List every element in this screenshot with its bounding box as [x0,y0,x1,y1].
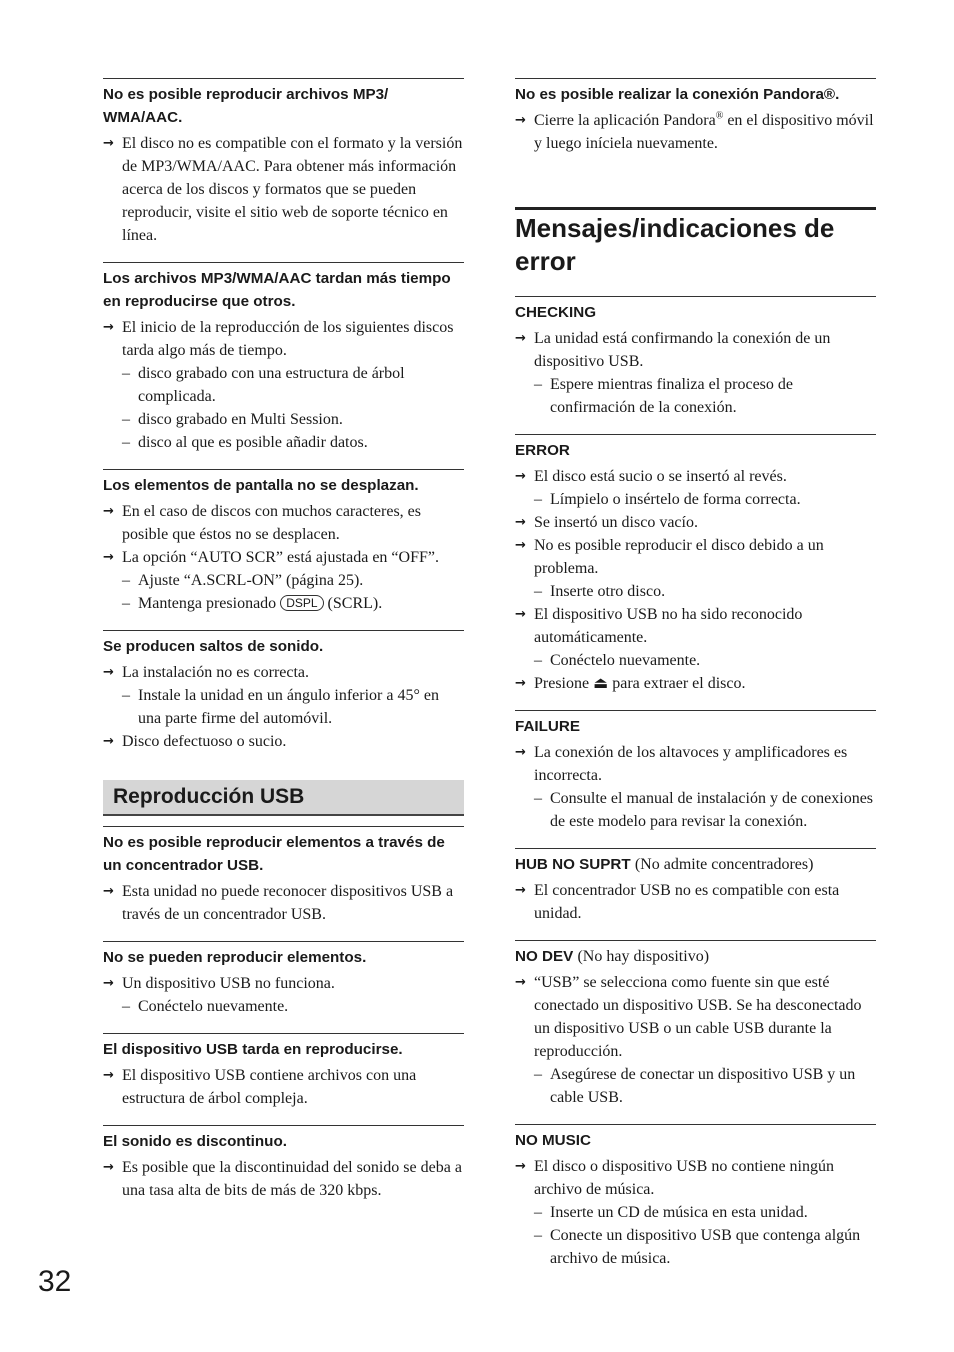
entry-title-text: El sonido es discontinuo. [103,1133,287,1150]
entry-title [515,715,876,738]
bullet-item [103,500,464,546]
sub-text: Conéctelo nuevamente. [138,998,289,1015]
bullet-text: Es posible que la discontinuidad del sonido se deba a una tasa alta de bits de más de 320 kbps. [122,1159,462,1199]
arrow-icon: → [103,1160,114,1175]
sub-text: disco grabado con una estructura de árbol complicada. [138,365,405,405]
dash-marker: – [534,376,542,393]
sub-text: Inserte un CD de música en esta unidad. [550,1204,808,1221]
bullet-text: Esta unidad no puede reconocer dispositivos USB a través de un concentrador USB. [122,883,454,923]
sub-item [103,408,464,431]
sub-text: Límpielo o insértelo de forma correcta. [550,491,801,508]
arrow-icon: → [515,113,526,128]
troubleshooting-entry [103,1125,464,1202]
dash-marker: – [122,687,130,704]
entry-title-text: No es posible reproducir archivos MP3/ WMA/AAC. [103,86,389,126]
entry-title-text: Se producen saltos de sonido. [103,638,324,655]
arrow-icon: → [515,975,526,990]
dash-marker: – [534,1227,542,1244]
bullet-item [103,132,464,247]
bullet-text: El concentrador USB no es compatible con esta unidad. [534,882,840,922]
entry-title-text: NO DEV [515,948,574,965]
bullet-item [515,327,876,373]
bullet-item [515,603,876,649]
entry-title [515,945,876,968]
left-entries-bottom [103,826,464,1202]
bullet-text: El disco no es compatible con el formato y la versión de MP3/WMA/AAC. Para obtener más información acerca de los discos y formatos que se pueden reproducir, visite el sitio web de soporte técnico en línea. [122,135,463,244]
entry-title-text: FAILURE [515,718,580,735]
arrow-icon: → [103,136,114,151]
bullet-item [103,661,464,684]
troubleshooting-entry [515,434,876,695]
troubleshooting-entry [515,710,876,833]
sub-text: Mantenga presionado [138,595,277,612]
entry-title [103,946,464,969]
bullet-item [103,1156,464,1202]
troubleshooting-entry [103,469,464,615]
entry-title-text: Los elementos de pantalla no se desplazan. [103,477,419,494]
arrow-icon: → [103,884,114,899]
arrow-icon: → [515,538,526,553]
arrow-icon: → [103,320,114,335]
entry-title [103,831,464,877]
entry-title [103,83,464,129]
sub-item [515,1063,876,1109]
arrow-icon: → [103,665,114,680]
bullet-item [515,971,876,1063]
troubleshooting-entry [103,941,464,1018]
sub-text: Espere mientras finaliza el proceso de confirmación de la conexión. [550,376,793,416]
troubleshooting-entry [515,1124,876,1270]
arrow-icon: → [103,504,114,519]
entry-title-note: (No admite concentradores) [634,856,814,873]
troubleshooting-entry [515,296,876,419]
sub-text: Asegúrese de conectar un dispositivo USB y un cable USB. [550,1066,856,1106]
error-messages-list [515,296,876,1270]
arrow-icon: → [515,515,526,530]
bullet-item [515,672,876,695]
entry-title [103,474,464,497]
bullet-item [515,1155,876,1201]
bullet-text: “USB” se selecciona como fuente sin que esté conectado un dispositivo USB. Se ha desconectado un dispositivo USB o un cable USB durante la reproducción. [534,974,862,1060]
entry-title-text: Los archivos MP3/WMA/AAC tardan más tiempo en reproducirse que otros. [103,270,451,310]
dash-marker: – [534,790,542,807]
sub-item [103,684,464,730]
bullet-text: El dispositivo USB contiene archivos con una estructura de árbol compleja. [122,1067,417,1107]
bullet-item [103,546,464,569]
sub-text: disco al que es posible añadir datos. [138,434,368,451]
troubleshooting-entry [103,1033,464,1110]
left-column [103,78,464,1217]
entry-title [515,439,876,462]
sub-item [515,1224,876,1270]
bullet-text: La unidad está confirmando la conexión de un dispositivo USB. [534,330,831,370]
eject-icon: ⏏ [593,675,609,692]
bullet-item [515,879,876,925]
sub-item [515,649,876,672]
section-title: Reproducción USB [113,785,305,808]
bullet-item: → Cierre la aplicación Pandora® en el dispositivo móvil y luego iníciela nuevamente. [515,110,874,152]
entry-title [515,853,876,876]
sub-item [515,488,876,511]
troubleshooting-entry [103,78,464,247]
entry-title-text: El dispositivo USB tarda en reproducirse. [103,1041,403,1058]
entry-title-text: No es posible reproducir elementos a través de un concentrador USB. [103,834,445,874]
arrow-icon: → [515,676,526,691]
right-column [515,78,876,1285]
sub-text: Conecte un dispositivo USB que contenga algún archivo de música. [550,1227,861,1267]
entry-title-text: NO MUSIC [515,1132,591,1149]
arrow-icon: → [515,1159,526,1174]
dash-marker: – [122,411,130,428]
dash-marker: – [122,998,130,1015]
bullet-text: Disco defectuoso o sucio. [122,733,287,750]
arrow-icon: → [103,1068,114,1083]
arrow-icon: → [515,883,526,898]
bullet-item [103,316,464,362]
bullet-text: Presione [534,675,590,692]
sub-text: Ajuste “A.SCRL-ON” (página 25). [138,572,364,589]
bullet-item [103,880,464,926]
sub-text: (SCRL). [327,595,383,612]
troubleshooting-entry [103,826,464,926]
entry-title [515,1129,876,1152]
sub-item [103,362,464,408]
entry-pandora [515,78,876,155]
dash-marker: – [534,652,542,669]
entry-title [103,1038,464,1061]
bullet-item [515,534,876,580]
bullet-item [103,730,464,753]
dash-marker: – [534,491,542,508]
dspl-key: DSPL [280,595,323,611]
arrow-icon: → [103,734,114,749]
dash-marker: – [122,572,130,589]
sub-item [515,373,876,419]
entry-title-text: HUB NO SUPRT [515,856,631,873]
page-number: 32 [38,1265,72,1298]
dash-marker: – [534,583,542,600]
entry-title [103,267,464,313]
sub-text: disco grabado en Multi Session. [138,411,343,428]
arrow-icon: → [103,976,114,991]
sub-text: Instale la unidad en un ángulo inferior a 45° en una parte firme del automóvil. [138,687,439,727]
left-entries-top [103,78,464,753]
bullet-text: La conexión de los altavoces y amplificadores es incorrecta. [534,744,848,784]
entry-title-text: No se pueden reproducir elementos. [103,949,367,966]
arrow-icon: → [515,469,526,484]
arrow-icon: → [515,745,526,760]
bullet-item [515,741,876,787]
entry-title-text: CHECKING [515,304,597,321]
entry-title: No es posible realizar la conexión Pandora®. [515,86,840,103]
bullet-text: No es posible reproducir el disco debido a un problema. [534,537,824,577]
section-usb-header [103,780,464,816]
bullet-text: La opción “AUTO SCR” está ajustada en “OFF”. [122,549,439,566]
bullet-text: El disco está sucio o se insertó al revés. [534,468,787,485]
bullet-text: Un dispositivo USB no funciona. [122,975,335,992]
bullet-text: El inicio de la reproducción de los siguientes discos tarda algo más de tiempo. [122,319,454,359]
troubleshooting-entry [103,630,464,753]
sub-item [515,787,876,833]
dash-marker: – [122,434,130,451]
entry-title [515,301,876,324]
arrow-icon: → [103,550,114,565]
arrow-icon: → [515,331,526,346]
sub-item [103,592,464,615]
troubleshooting-entry [515,940,876,1109]
dash-marker: – [534,1204,542,1221]
bullet-text: El disco o dispositivo USB no contiene ningún archivo de música. [534,1158,834,1198]
entry-title [103,1130,464,1153]
sub-item [515,580,876,603]
entry-title-text: ERROR [515,442,570,459]
dash-marker: – [122,595,130,612]
bullet-item [515,465,876,488]
dash-marker: – [122,365,130,382]
sub-text: Consulte el manual de instalación y de conexiones de este modelo para revisar la conexión. [550,790,874,830]
sub-text: Conéctelo nuevamente. [550,652,701,669]
troubleshooting-entry [103,262,464,454]
sub-item [103,569,464,592]
bullet-text: En el caso de discos con muchos caracteres, es posible que éstos no se desplacen. [122,503,421,543]
sub-item [515,1201,876,1224]
bullet-text: para extraer el disco. [612,675,746,692]
sub-item [103,995,464,1018]
bullet-item [103,1064,464,1110]
arrow-icon: → [515,607,526,622]
bullet-text: La instalación no es correcta. [122,664,310,681]
troubleshooting-entry [515,848,876,925]
sub-text: Inserte otro disco. [550,583,666,600]
bullet-item [103,972,464,995]
bullet-text: Se insertó un disco vacío. [534,514,698,531]
sub-item [103,431,464,454]
entry-title [103,635,464,658]
page-heading: Mensajes/indicaciones de error [515,207,876,278]
bullet-item [515,511,876,534]
dash-marker: – [534,1066,542,1083]
bullet-text: El dispositivo USB no ha sido reconocido automáticamente. [534,606,803,646]
entry-title-note: (No hay dispositivo) [577,948,710,965]
